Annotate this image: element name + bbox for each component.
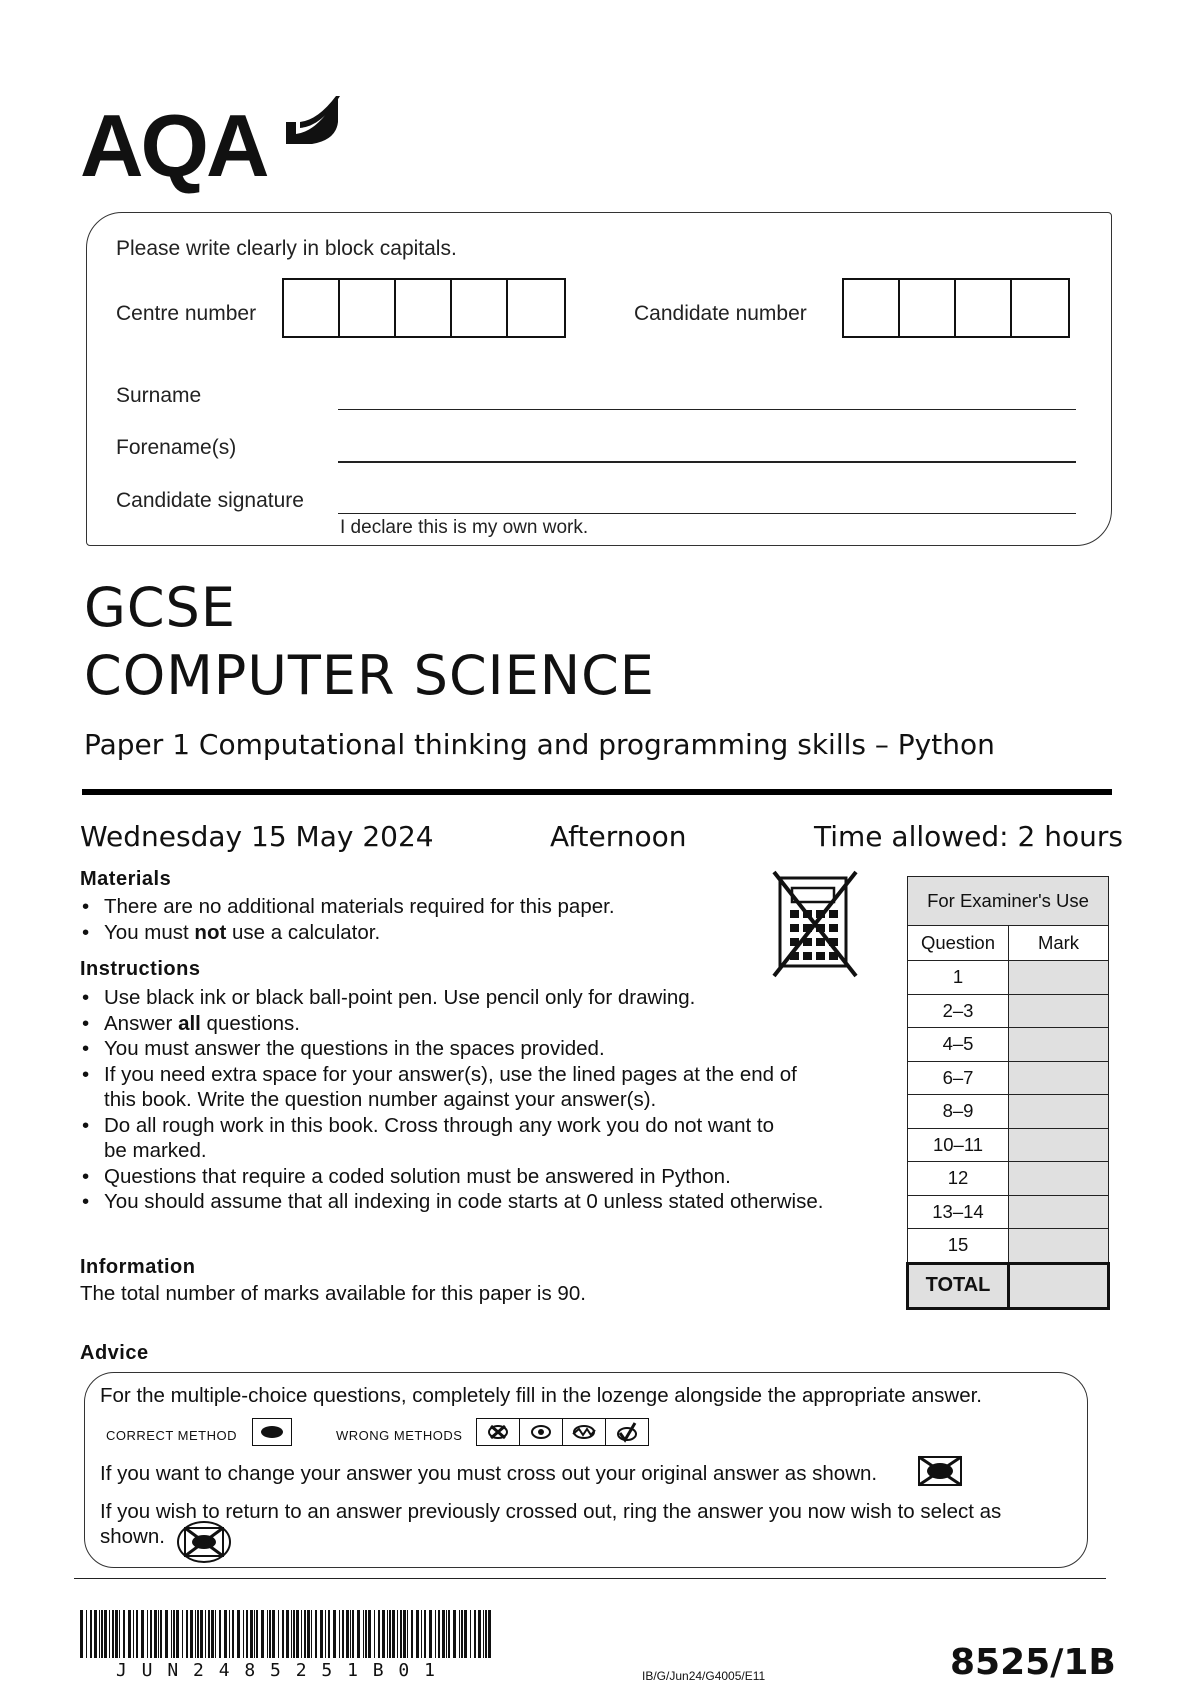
paper-reference: IB/G/Jun24/G4005/E11 [642,1669,766,1683]
information-text: The total number of marks available for this paper is 90. [80,1282,586,1305]
mark-column-header: Mark [1009,926,1109,961]
mark-cell [1009,994,1109,1028]
barcode [80,1610,500,1658]
question-number: 2–3 [908,994,1009,1028]
time-allowed: Time allowed: 2 hours [814,820,1123,853]
list-item: • Questions that require a coded solution must be answered in Python. [80,1164,870,1190]
total-mark-cell [1009,1263,1109,1308]
wrong-method-dot-icon [519,1418,563,1446]
surname-label: Surname [116,384,202,407]
forenames-label: Forename(s) [116,436,237,459]
mark-cell [1009,1061,1109,1095]
paper-code: 8525/1B [950,1642,1116,1683]
aqa-logo-text: AQA [80,96,267,195]
list-item: • You must not use a calculator. [80,920,760,946]
question-number: 4–5 [908,1028,1009,1062]
mark-cell [1009,1028,1109,1062]
wrong-method-tick-icon [605,1418,649,1446]
total-label: TOTAL [908,1263,1009,1308]
centre-number-input[interactable] [282,278,566,338]
list-item: • You should assume that all indexing in code starts at 0 unless stated otherwise. [80,1189,870,1215]
block-capitals-instruction: Please write clearly in block capitals. [116,237,457,260]
mark-cell [1009,1229,1109,1264]
wrong-methods-lozenges [476,1418,649,1446]
correct-method-label: CORRECT METHOD [106,1428,237,1443]
footer-rule [74,1578,1106,1579]
list-item: • If you need extra space for your answer(s), use the lined pages at the end of this book. Write the question number against your answer(s). [80,1062,824,1113]
mark-cell [1009,961,1109,995]
wrong-methods-label: WRONG METHODS [336,1428,463,1443]
advice-line-3: If you wish to return to an answer previously crossed out, ring the answer you now wish to select as shown. [100,1500,1002,1548]
list-item: • There are no additional materials required for this paper. [80,894,760,920]
wrong-method-cross-icon [476,1418,520,1446]
mark-cell [1009,1095,1109,1129]
list-item: • Do all rough work in this book. Cross through any work you do not want to be marked. [80,1113,794,1164]
list-item: • Answer all questions. [80,1011,870,1037]
exam-session: Afternoon [550,820,687,853]
signature-field[interactable] [338,513,1076,514]
materials-list [80,894,760,945]
advice-line-2: If you want to change your answer you must cross out your original answer as shown. [100,1462,878,1485]
qualification-title: GCSE [84,576,236,639]
examiner-table-title: For Examiner's Use [908,877,1109,926]
question-column-header: Question [908,926,1009,961]
list-item: • Use black ink or black ball-point pen. Use pencil only for drawing. [80,985,870,1011]
examiners-use-table [906,876,1110,1310]
surname-field[interactable] [338,409,1076,410]
question-number: 10–11 [908,1128,1009,1162]
crossed-out-lozenge-icon [916,1454,964,1488]
mark-cell [1009,1162,1109,1196]
question-number: 8–9 [908,1095,1009,1129]
mark-cell [1009,1195,1109,1229]
barcode-text: J U N 2 4 8 5 2 5 1 B 0 1 [116,1660,437,1681]
subject-title: COMPUTER SCIENCE [84,644,655,707]
instructions-list [80,985,870,1215]
advice-heading: Advice [80,1342,149,1364]
candidate-number-label: Candidate number [634,302,807,325]
question-number: 1 [908,961,1009,995]
wrong-method-scribble-icon [562,1418,606,1446]
materials-heading: Materials [80,868,172,890]
centre-number-label: Centre number [116,302,257,325]
question-number: 12 [908,1162,1009,1196]
candidate-number-input[interactable] [842,278,1070,338]
information-heading: Information [80,1256,196,1278]
question-number: 13–14 [908,1195,1009,1229]
no-calculator-icon [770,868,860,980]
forenames-field[interactable] [338,461,1076,463]
exam-date: Wednesday 15 May 2024 [80,820,434,853]
correct-method-lozenge-icon [252,1418,292,1446]
ringed-lozenge-icon [176,1520,232,1564]
paper-title: Paper 1 Computational thinking and programming skills – Python [84,728,995,761]
advice-line-1: For the multiple-choice questions, completely fill in the lozenge alongside the appropriate answer. [100,1384,983,1407]
declaration-text: I declare this is my own work. [340,517,589,538]
question-number: 15 [908,1229,1009,1264]
title-divider [82,789,1112,795]
signature-label: Candidate signature [116,489,304,512]
aqa-logo-mark-icon [282,92,342,148]
instructions-heading: Instructions [80,958,201,980]
question-number: 6–7 [908,1061,1009,1095]
list-item: • You must answer the questions in the spaces provided. [80,1036,870,1062]
mark-cell [1009,1128,1109,1162]
